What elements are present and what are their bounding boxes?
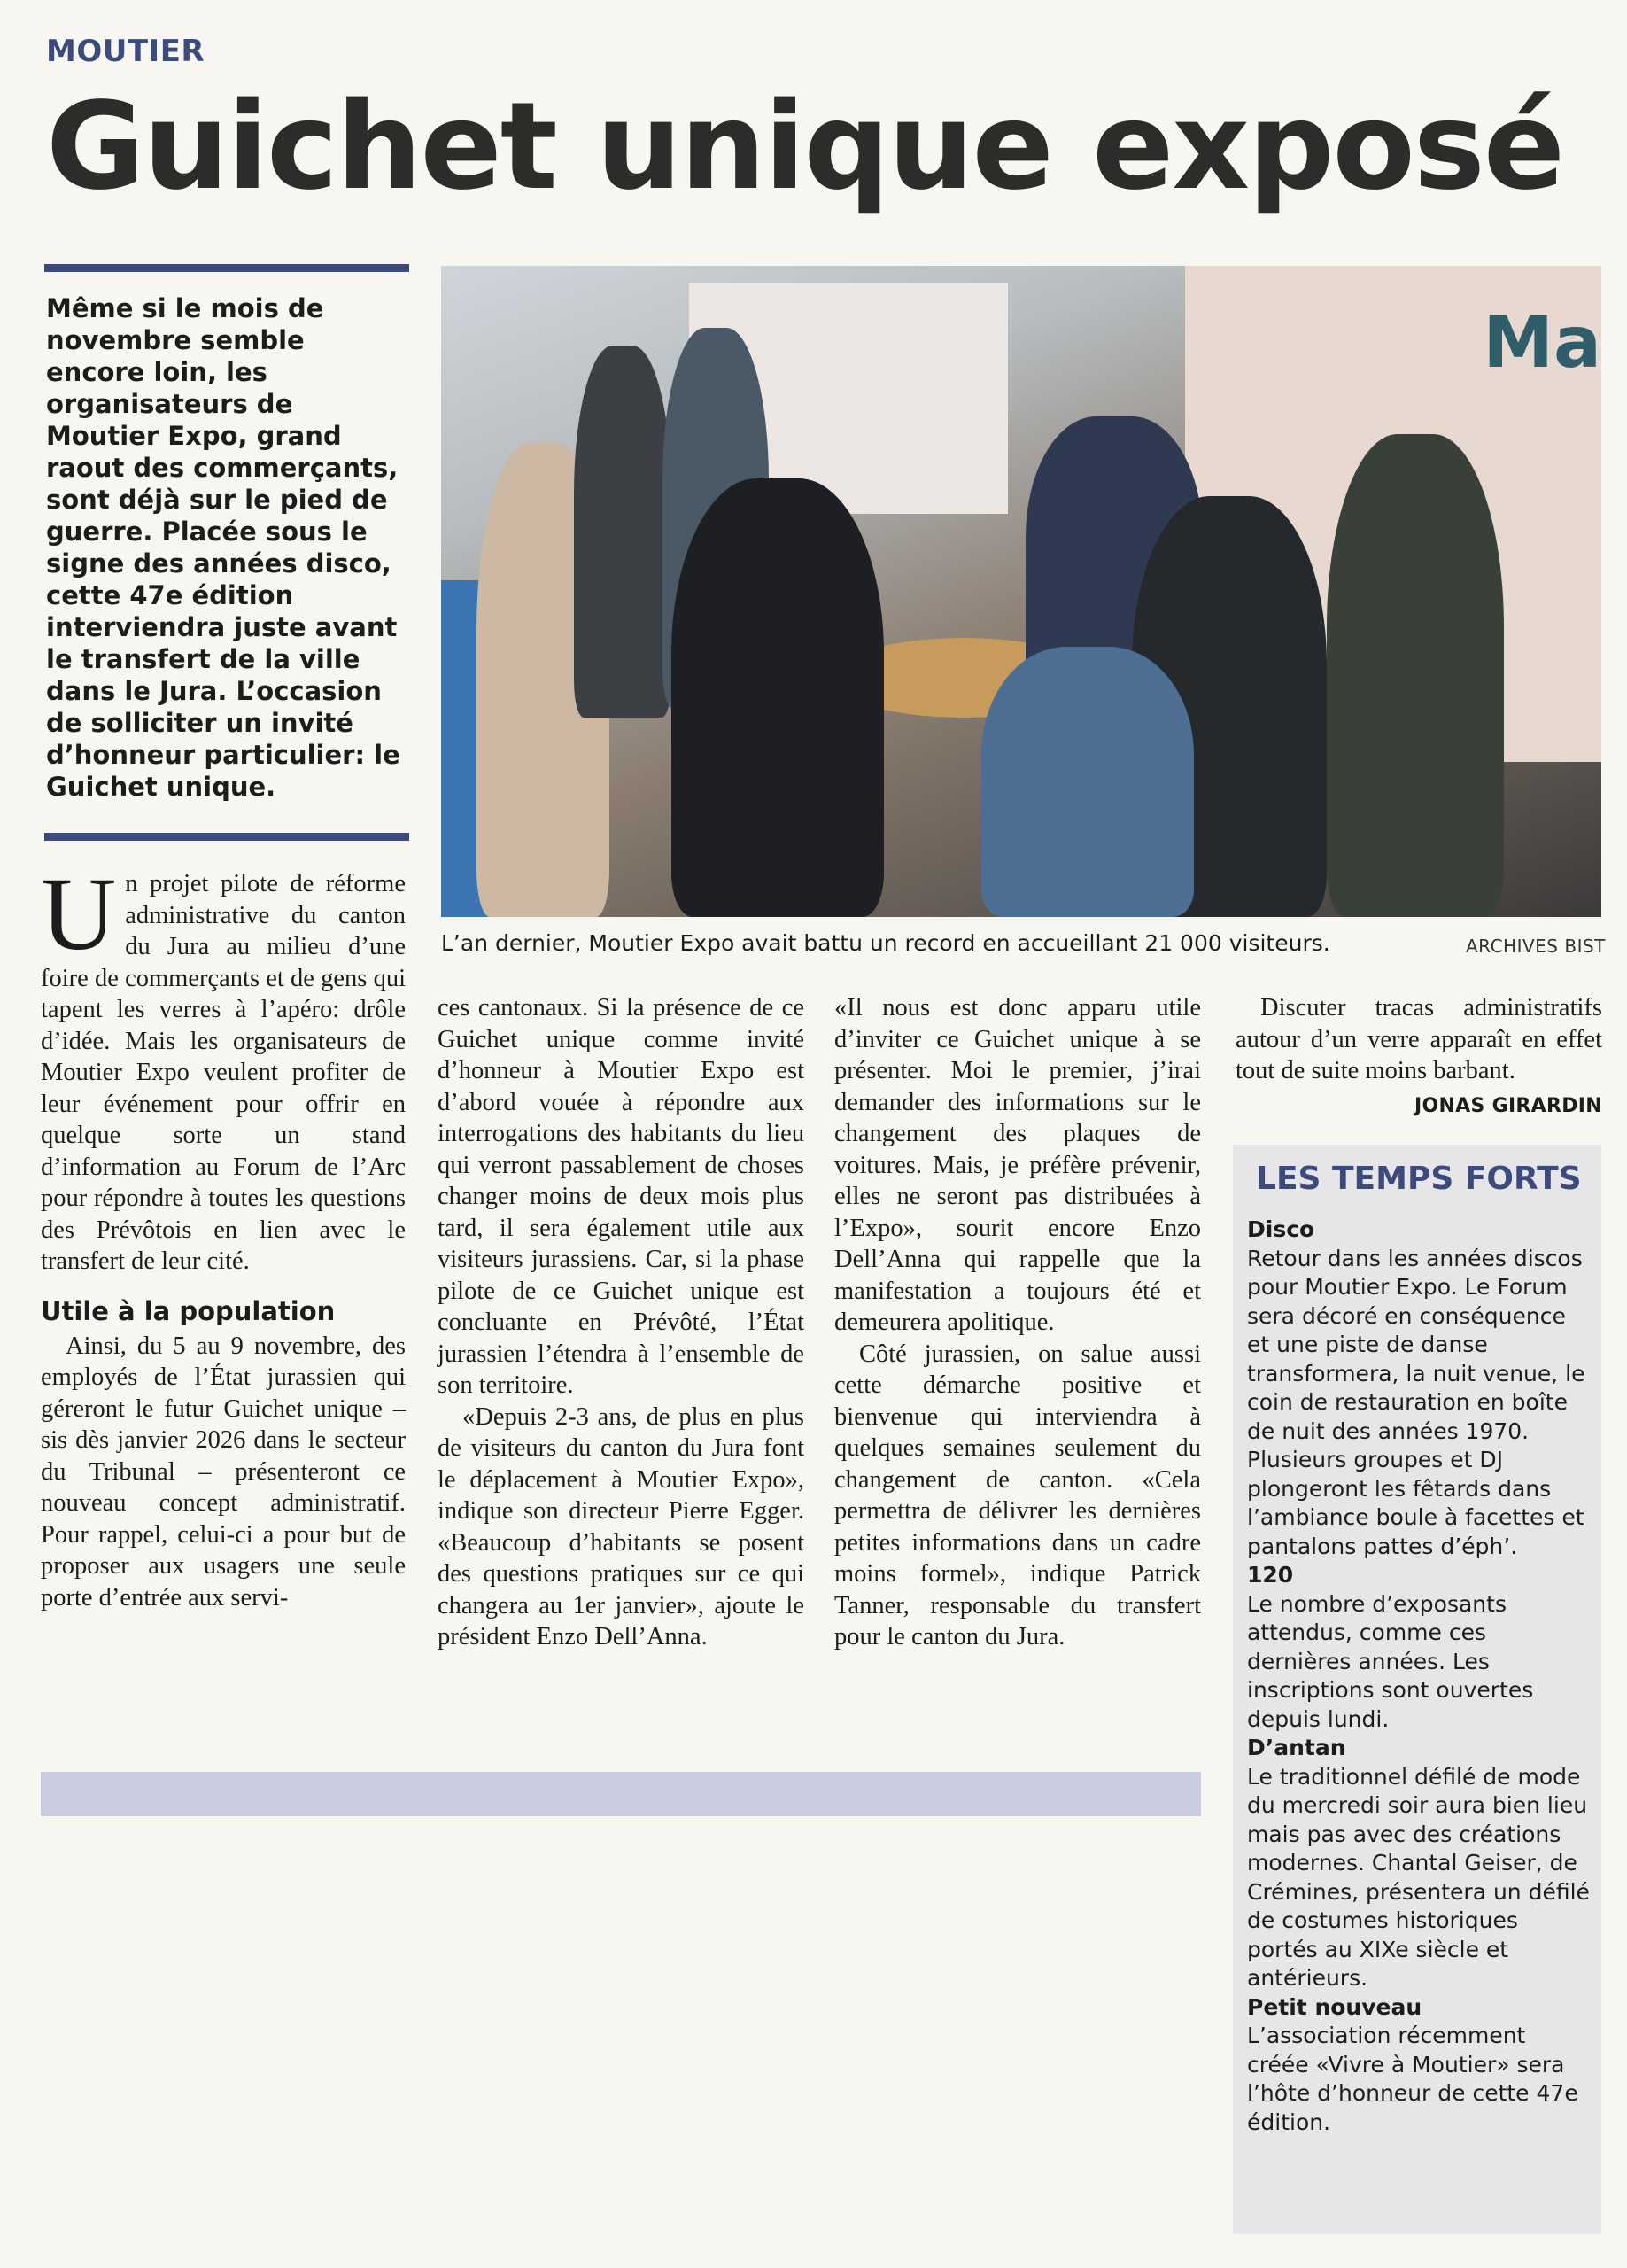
- drop-cap: U: [41, 856, 117, 972]
- lead-paragraph: Même si le mois de novembre semble encore loin, les organisateurs de Moutier Expo, grand raout des commerçants, sont déjà sur le pied de guerre. Placée sous le signe des années disco, cette 47e édition interviendra juste avant le transfert de la ville dans le Jura. L’occasion de solliciter un invité d’honneur particulier: le Guichet unique.: [46, 293, 400, 802]
- article-column-3: [834, 992, 1201, 1653]
- paragraph: Ainsi, du 5 au 9 novembre, des employés de l’État jurassien qui géreront le futur Guichet unique – sis dès janvier 2026 dans le secteur du Tribunal – présenteront ce nouveau concept administratif. Pour rappel, celui-ci a pour but de proposer aux usagers une seule porte d’entrée aux servi-: [41, 1332, 406, 1612]
- sidebar-item: [1247, 1216, 1592, 1561]
- sidebar-item-text: Retour dans les années discos pour Moutier Expo. Le Forum sera décoré en conséquence et une piste de danse transformera, la nuit venue, le coin de restauration en boîte de nuit des années 1970. Plusieurs groupes et DJ plongeront les fêtards dans l’ambiance boule à facettes et pantalons pattes d’éph’.: [1247, 1245, 1585, 1559]
- paragraph: «Depuis 2-3 ans, de plus en plus de visiteurs du canton du Jura font le déplacement à Moutier Expo», indique son directeur Pierre Egger. «Beaucoup d’habitants se posent des questions pratiques sur ce qui changera au 1er janvier», ajoute le président Enzo Dell’Anna.: [438, 1402, 804, 1651]
- paragraph: «Il nous est donc apparu utile d’inviter ce Guichet unique à se présenter. Moi le premier, j’irai demander des informations sur le changement des plaques de voitures. Mais, je préfère prévenir, elles ne seront pas distribuées à l’Expo», sourit encore Enzo Dell’Anna qui rappelle que la manifestation a toujours été et demeurera apolitique.: [834, 994, 1201, 1336]
- byline: JONAS GIRARDIN: [1414, 1094, 1602, 1117]
- article-photo: [441, 266, 1601, 917]
- photo-person: [574, 346, 671, 718]
- sidebar-item: [1247, 1734, 1592, 1993]
- section-tag: MOUTIER: [46, 34, 205, 69]
- paragraph: Discuter tracas administratifs autour d’un verre apparaît en effet tout de suite moins barbant.: [1236, 994, 1602, 1084]
- sidebar-item-title: Disco: [1247, 1216, 1315, 1242]
- sidebar-item: [1247, 1993, 1592, 2138]
- lead-rule-top: [44, 264, 409, 272]
- sidebar-item: [1247, 1561, 1592, 1734]
- bottom-band: [41, 1772, 1201, 1816]
- paragraph: n projet pilote de réforme administrative du canton du Jura au milieu d’une foire de commerçants et de gens qui tapent les verres à l’apéro: drôle d’idée. Mais les organisateurs de Moutier Expo veulent profiter de leur événement pour offrir en quelque sorte un stand d’information au Forum de l’Arc pour répondre à toutes les questions des Prévôtois en lien avec le transfert de leur cité.: [41, 870, 406, 1275]
- headline: Guichet unique exposé: [46, 77, 1564, 217]
- sidebar-body: [1247, 1216, 1592, 2137]
- lead-rule-bottom: [44, 833, 409, 841]
- sidebar-item-title: Petit nouveau: [1247, 1993, 1422, 2020]
- paragraph: Côté jurassien, on salue aussi cette démarche positive et bienvenue qui interviendra à quelques semaines seulement du changement de canton. «Cela permettra de délivrer les dernières petites informations dans un cadre moins formel», indique Patrick Tanner, responsable du transfert pour le canton du Jura.: [834, 1340, 1201, 1651]
- photo-person: [1327, 434, 1504, 917]
- photo-stand-logo: Ma: [1483, 301, 1601, 384]
- sidebar-item-text: Le traditionnel défilé de mode du mercredi soir aura bien lieu mais pas avec des créations modernes. Chantal Geiser, de Crémines, présentera un défilé de costumes historiques portés au XIXe siècle et antérieurs.: [1247, 1763, 1590, 1991]
- sidebar-item-title: 120: [1247, 1562, 1294, 1588]
- sidebar-item-text: Le nombre d’exposants attendus, comme ces dernières années. Les inscriptions sont ouvertes depuis lundi.: [1247, 1590, 1534, 1732]
- photo-person: [671, 478, 884, 917]
- subheading: Utile à la population: [41, 1295, 336, 1326]
- sidebar-item-text: L’association récemment créée «Vivre à Moutier» sera l’hôte d’honneur de cette 47e édition.: [1247, 2023, 1578, 2135]
- photo-caption: L’an dernier, Moutier Expo avait battu un record en accueillant 21 000 visiteurs.: [441, 930, 1330, 956]
- article-column-2: [438, 992, 804, 1653]
- article-column-4: [1236, 992, 1602, 1122]
- photo-person: [981, 647, 1194, 917]
- article-column-1: [41, 856, 406, 1613]
- sidebar-item-title: D’antan: [1247, 1735, 1346, 1760]
- sidebar-title: LES TEMPS FORTS: [1256, 1161, 1582, 1197]
- photo-credit: ARCHIVES BIST: [1466, 936, 1606, 957]
- paragraph: ces cantonaux. Si la présence de ce Guichet unique comme invité d’honneur à Moutier Expo est d’abord vouée à répondre aux interrogations des habitants du lieu qui verront passablement de choses changer moins de deux mois plus tard, il sera également utile aux visiteurs jurassiens. Car, si la phase pilote de ce Guichet unique est concluante en Prévôté, l’État jurassien l’étendra à l’ensemble de son territoire.: [438, 994, 804, 1399]
